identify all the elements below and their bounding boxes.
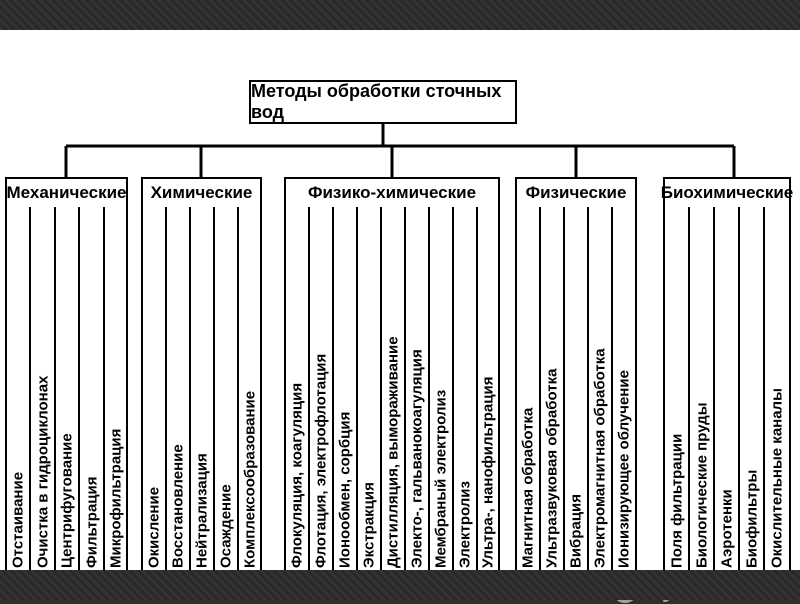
method-item (143, 207, 167, 591)
method-label: Ультра-, нанофильтрация (479, 376, 497, 568)
method-item (541, 207, 565, 591)
method-label: Центрифугование (58, 433, 76, 568)
method-label: Очистка в гидроциклонах (34, 375, 51, 568)
method-item (454, 207, 478, 591)
method-item (105, 207, 126, 591)
method-label: Дистилляция, вымораживание (384, 336, 402, 568)
group-mechanical (5, 207, 128, 593)
method-label: Поля фильтрации (668, 433, 685, 568)
method-label: Электромагнитная обработка (591, 348, 609, 568)
method-item (191, 207, 215, 591)
method-item (715, 207, 740, 591)
method-label: Восстановление (169, 444, 187, 568)
method-label: Комплексообразование (241, 390, 258, 568)
method-item (740, 207, 765, 591)
method-item (80, 207, 105, 591)
method-label: Магнитная обработка (519, 407, 537, 568)
category-mechanical: Механические (5, 177, 128, 209)
method-item (765, 207, 789, 591)
method-label: Электо-, гальванокоагуляция (408, 349, 426, 568)
category-chemical: Химические (141, 177, 262, 209)
method-label: Ионообмен, сорбция (336, 411, 354, 568)
group-biochemical (663, 207, 791, 593)
bottom-border-decoration (0, 570, 800, 600)
method-label: Экстракция (360, 482, 378, 568)
method-label: Ультразвуковая обработка (543, 368, 561, 568)
method-label: Электролиз (456, 481, 474, 568)
method-item (690, 207, 715, 591)
method-label: Флотация, электрофлотация (312, 353, 330, 568)
method-item (56, 207, 80, 591)
method-item (665, 207, 690, 591)
method-item (286, 207, 310, 591)
category-physicochemical: Физико-химические (284, 177, 500, 209)
group-physicochemical (284, 207, 500, 593)
method-item (382, 207, 406, 591)
group-physical (515, 207, 637, 593)
method-item (239, 207, 260, 591)
method-item (31, 207, 56, 591)
method-label: Флокуляция, коагуляция (288, 382, 306, 568)
method-item (589, 207, 613, 591)
root-title: Методы обработки сточных вод (249, 80, 517, 124)
method-item (406, 207, 430, 591)
method-item (358, 207, 382, 591)
method-item (7, 207, 31, 591)
method-label: Биологические пруды (693, 402, 710, 568)
method-item (478, 207, 498, 591)
category-physical: Физические (515, 177, 637, 209)
method-label: Микрофильтрация (107, 428, 124, 568)
method-label: Фильтрация (83, 476, 100, 568)
category-biochemical: Биохимические (663, 177, 791, 209)
top-border-decoration (0, 0, 800, 30)
method-item (613, 207, 635, 591)
method-label: Аэротенки (718, 489, 735, 568)
method-item (517, 207, 541, 591)
method-item (430, 207, 454, 591)
method-label: Ионизирующее облучение (615, 370, 633, 568)
method-item (215, 207, 239, 591)
method-label: Окисление (145, 486, 163, 568)
method-label: Вибрация (567, 493, 585, 568)
method-item (334, 207, 358, 591)
method-label: Окислительные каналы (768, 388, 786, 568)
method-label: Отстаивание (9, 471, 27, 568)
method-item (565, 207, 589, 591)
group-chemical (141, 207, 262, 593)
slide (0, 30, 800, 570)
method-label: Нейтрализация (193, 453, 211, 568)
method-label: Осаждение (217, 484, 235, 568)
method-label: Биофильтры (743, 469, 760, 568)
method-item (310, 207, 334, 591)
method-label: Мембраный электролиз (432, 389, 450, 568)
method-item (167, 207, 191, 591)
